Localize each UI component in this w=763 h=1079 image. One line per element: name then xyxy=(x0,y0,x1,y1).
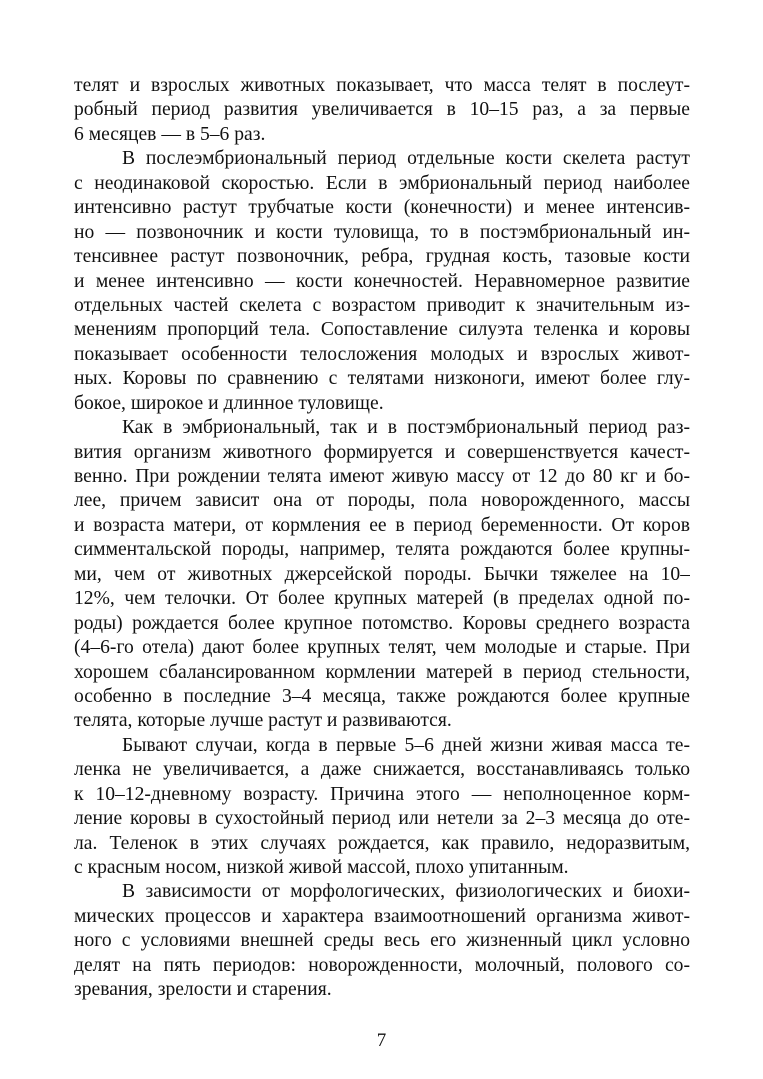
page-body xyxy=(74,74,690,1003)
text-line: к 10–12-дневному возрасту. Причина этого — неполноценное корм- xyxy=(74,783,690,805)
paragraph-2 xyxy=(74,147,690,416)
text-line: хорошем сбалансированном кормлении матерей в период стельности, xyxy=(74,661,690,683)
text-line: робный период развития увеличивается в 10–15 раз, а за первые xyxy=(74,99,690,121)
text-line: вития организм животного формируется и совершенствуется качест- xyxy=(74,441,690,463)
text-line: отдельных частей скелета с возрастом приводит к значительным из- xyxy=(74,294,690,316)
text-line: и возраста матери, от кормления ее в период беременности. От коров xyxy=(74,514,690,536)
text-line: особенно в последние 3–4 месяца, также рождаются более крупные xyxy=(74,685,690,707)
paragraph-5 xyxy=(74,880,690,1002)
text-line: интенсивно растут трубчатые кости (конечности) и менее интенсив- xyxy=(74,197,690,219)
text-line: Как в эмбриональный, так и в постэмбриональный период раз- xyxy=(122,417,690,439)
text-line: В зависимости от морфологических, физиологических и биохи- xyxy=(122,881,690,903)
paragraph-3 xyxy=(74,416,690,734)
text-line: и менее интенсивно — кости конечностей. Неравномерное развитие xyxy=(74,270,690,292)
text-line: ных. Коровы по сравнению с телятами низконоги, имеют более глу- xyxy=(74,368,690,390)
text-line: с красным носом, низкой живой массой, плохо упитанным. xyxy=(74,857,569,878)
text-line: мических процессов и характера взаимоотношений организма живот- xyxy=(74,905,690,927)
text-line: ление коровы в сухостойный период или нетели за 2–3 месяца до оте- xyxy=(74,808,690,830)
text-line: 6 месяцев — в 5–6 раз. xyxy=(74,123,266,145)
text-line: ми, чем от животных джерсейской породы. Бычки тяжелее на 10– xyxy=(74,563,690,585)
text-line: бокое, широкое и длинное туловище. xyxy=(74,392,384,414)
page-number: 7 xyxy=(376,1030,387,1051)
text-line: но — позвоночник и кости туловища, то в постэмбриональный ин- xyxy=(74,221,690,243)
text-line: В послеэмбриональный период отдельные кости скелета растут xyxy=(122,148,690,170)
text-line: зревания, зрелости и старения. xyxy=(74,979,332,1001)
text-line: венно. При рождении телята имеют живую массу от 12 до 80 кг и бо- xyxy=(74,466,690,487)
text-line: роды) рождается более крупное потомство. Коровы среднего возраста xyxy=(74,612,690,634)
text-line: ла. Теленок в этих случаях рождается, как правило, недоразвитым, xyxy=(74,832,690,854)
text-line: тенсивнее растут позвоночник, ребра, грудная кость, тазовые кости xyxy=(74,246,690,268)
text-line: показывает особенности телосложения молодых и взрослых живот- xyxy=(74,343,690,365)
text-line: симментальской породы, например, телята рождаются более крупны- xyxy=(74,539,690,561)
text-line: 12%, чем телочки. От более крупных матерей (в пределах одной по- xyxy=(74,588,690,610)
text-line: телят и взрослых животных показывает, что масса телят в послеут- xyxy=(74,75,690,96)
text-line: менениям пропорций тела. Сопоставление силуэта теленка и коровы xyxy=(74,319,690,341)
text-line: ленка не увеличивается, а даже снижается, восстанавливаясь только xyxy=(74,759,690,781)
text-line: телята, которые лучше растут и развиваются. xyxy=(74,710,452,732)
text-line: Бывают случаи, когда в первые 5–6 дней жизни живая масса те- xyxy=(122,734,690,756)
text-line: (4–6-го отела) дают более крупных телят, чем молодые и старые. При xyxy=(74,637,690,659)
text-line: делят на пять периодов: новорожденности, молочный, полового со- xyxy=(74,954,690,976)
text-line: ного с условиями внешней среды весь его жизненный цикл условно xyxy=(74,930,690,952)
paragraph-4 xyxy=(74,734,690,881)
text-line: с неодинаковой скоростью. Если в эмбриональный период наиболее xyxy=(74,172,690,194)
text-line: лее, причем зависит она от породы, пола новорожденного, массы xyxy=(74,490,690,512)
paragraph-1 xyxy=(74,74,690,147)
